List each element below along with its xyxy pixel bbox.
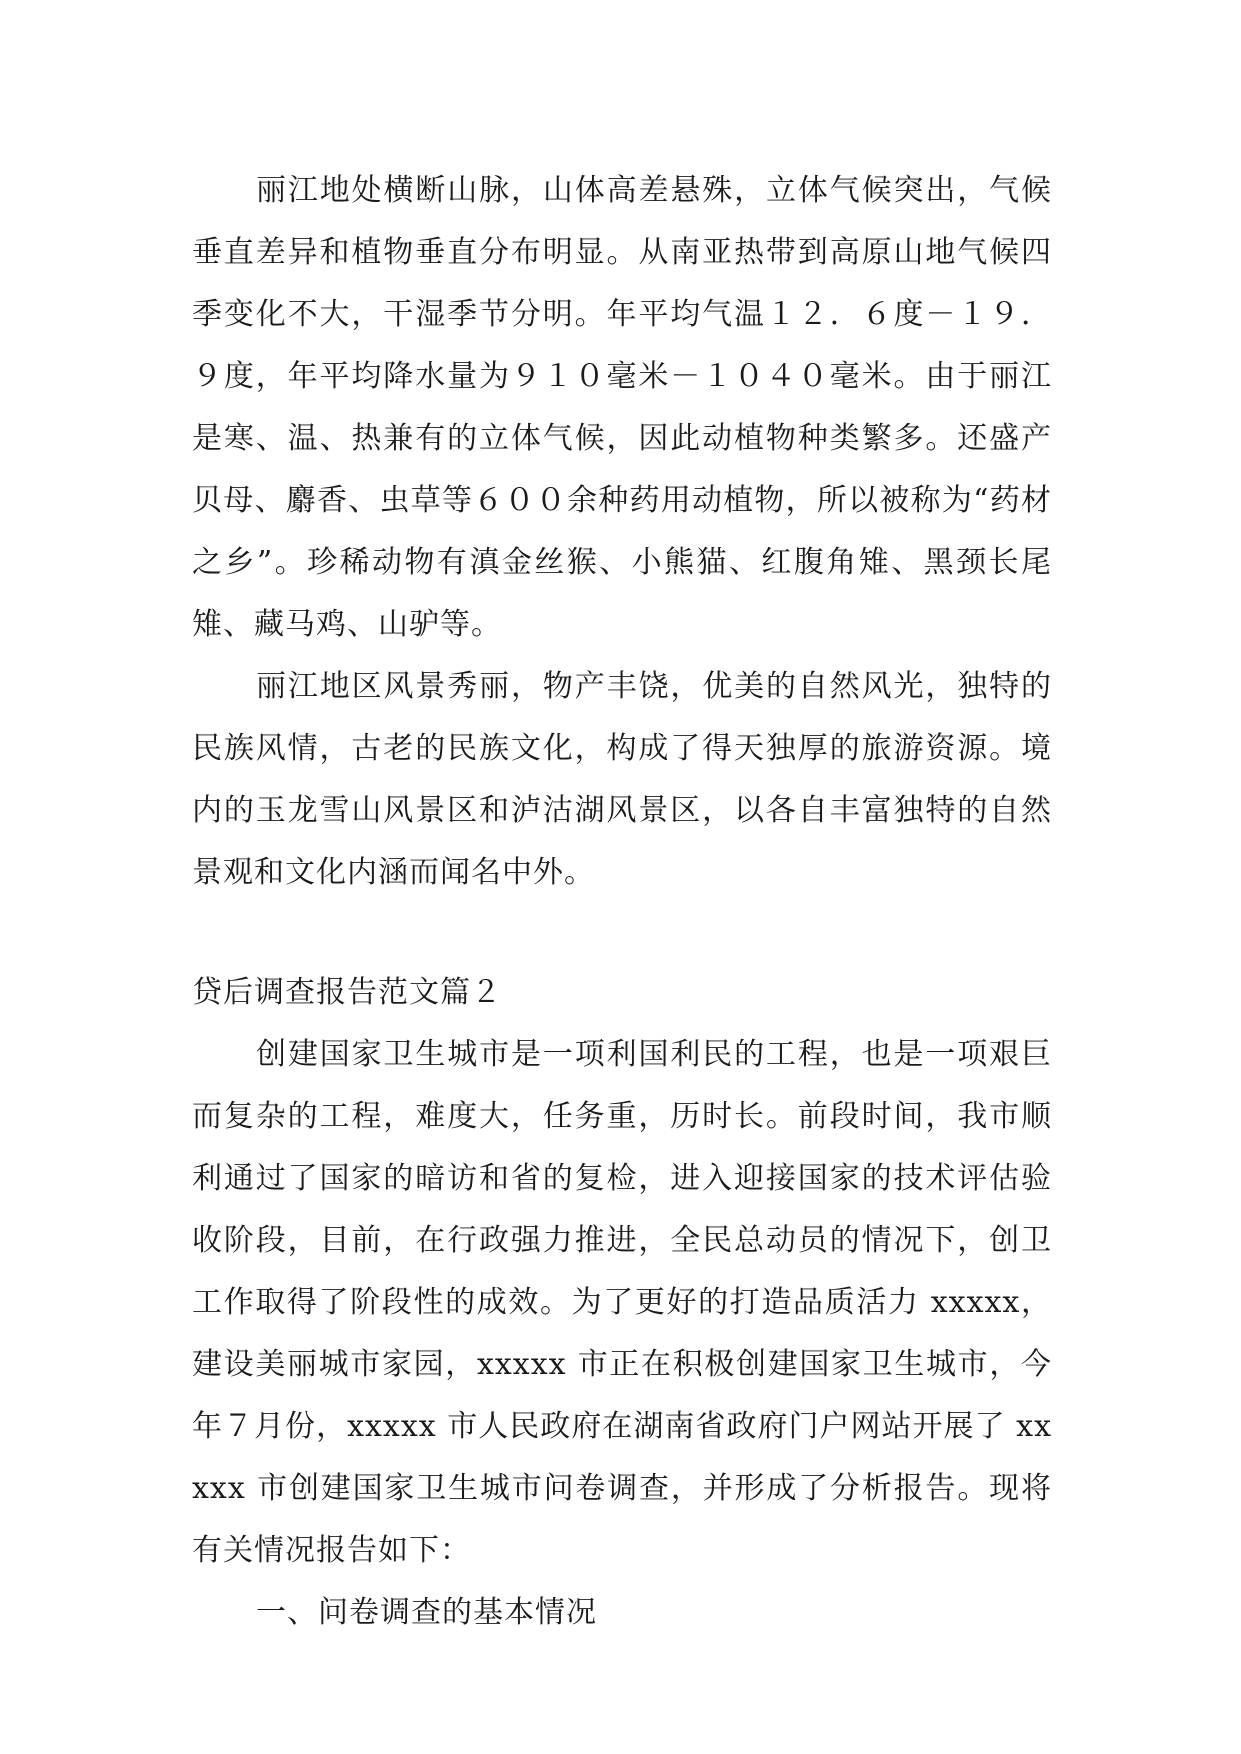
paragraph-survey-heading: 一、问卷调查的基本情况 (256, 1595, 597, 1630)
paragraph-hygiene-city: 创建国家卫生城市是一项利国利民的工程，也是一项艰巨而复杂的工程，难度大，任务重，历时长。前段时间，我市顺利通过了国家的暗访和省的复检，进入迎接国家的技术评估验收阶段，目前，在行政强力推进，全民总动员的情况下，创卫工作取得了阶段性的成效。为了更好的打造品质活力 xxxxx，建设美丽城市家园，xxxxx 市正在积极创建国家卫生城市，今年７月份，xxxxx 市人民政府在湖南省政府门户网站开展了 xxxxx 市创建国家卫生城市问卷调查，并形成了分析报告。现将有关情况报告如下： (192, 1037, 1052, 1568)
paragraph-scenery: 丽江地区风景秀丽，物产丰饶，优美的自然风光，独特的民族风情，古老的民族文化，构成了得天独厚的旅游资源。境内的玉龙雪山风景区和泸沽湖风景区，以各自丰富独特的自然景观和文化内涵而闻名中外。 (192, 669, 1052, 890)
paragraph-climate: 丽江地处横断山脉，山体高差悬殊，立体气候突出，气候垂直差异和植物垂直分布明显。从南亚热带到高原山地气候四季变化不大，干湿季节分明。年平均气温１２．６度－１９．９度，年平均降水量为９１０毫米－１０４０毫米。由于丽江是寒、温、热兼有的立体气候，因此动植物种类繁多。还盛产贝母、麝香、虫草等６００余种药用动植物，所以被称为“药材之乡”。珍稀动物有滇金丝猴、小熊猫、红腹角雉、黑颈长尾雉、藏马鸡、山驴等。 (192, 173, 1052, 642)
document-page (192, 160, 1052, 1644)
section-title: 贷后调查报告范文篇２ (192, 975, 502, 1010)
